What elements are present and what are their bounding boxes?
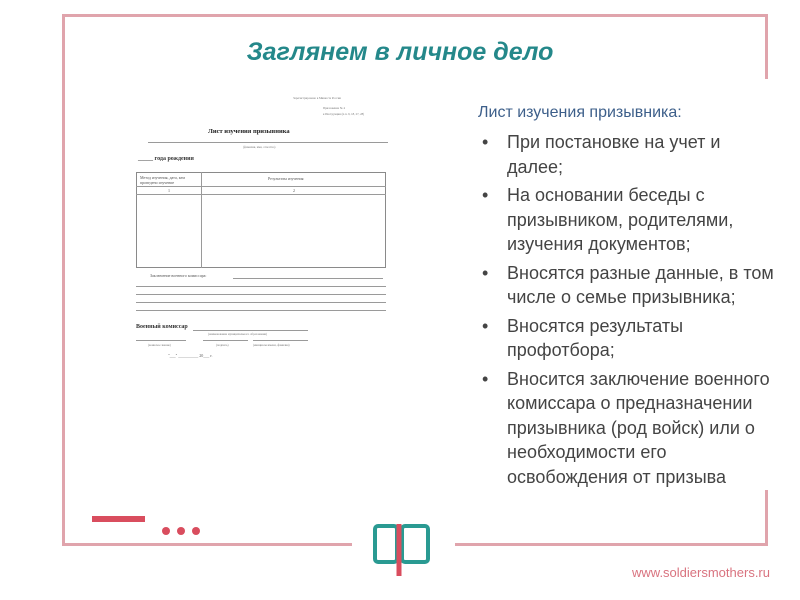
list-item — [480, 130, 780, 179]
bullet-dot: • — [482, 315, 489, 336]
list-item — [480, 367, 780, 490]
frame-left — [62, 14, 65, 546]
decor-red-bar — [92, 516, 145, 522]
doc-commissar-hint: (наименование муниципального образования) — [208, 332, 267, 336]
doc-line-5 — [136, 310, 386, 311]
list-item-text: Вносятся результаты профотбора; — [507, 315, 684, 360]
doc-header-line: Зарегистрировано в Минюсте России — [293, 96, 341, 100]
doc-appendix: Приложение № 4 — [323, 106, 345, 110]
decor-dot — [192, 527, 200, 535]
list-item — [480, 261, 780, 310]
list-item-text: Вносятся разные данные, в том числе о семье призывника; — [507, 262, 774, 307]
bullet-dot: • — [482, 132, 489, 152]
bullet-dot: • — [482, 262, 489, 283]
doc-date-line: "___" __________ 20___ г. — [168, 353, 213, 358]
decor-dots — [162, 522, 207, 540]
list-heading: Лист изучения призывника: — [478, 104, 682, 121]
list-item-text: На основании беседы с призывником, родителями, изучения документов; — [507, 185, 734, 254]
doc-title: Лист изучения призывника — [208, 128, 290, 135]
frame-bottom-left — [62, 543, 352, 546]
doc-line-2 — [136, 286, 386, 287]
list-item-text: Вносится заключение военного комиссара о предназначении призывника (род войск) или о необходимости его освобождения от призыва — [507, 368, 770, 487]
doc-table-header-line — [136, 186, 386, 187]
doc-sign-line — [203, 340, 248, 341]
list-item — [480, 183, 780, 257]
doc-appendix-ref: к Инструкции (п.п. 9, 18, 27, 28) — [323, 112, 365, 116]
doc-commissar-line — [193, 330, 308, 331]
bullet-dot: • — [482, 185, 489, 205]
doc-initials-line — [253, 340, 308, 341]
doc-col1-num: 1 — [168, 188, 170, 193]
doc-col1: Метод изучения, дата, кем проведено изучение — [140, 175, 185, 185]
book-icon — [372, 520, 434, 578]
doc-name-hint-2: (инициалы имени, фамилия) — [253, 343, 290, 347]
doc-rank-hint: (воинское звание) — [148, 343, 171, 347]
bullet-list — [480, 130, 780, 493]
doc-conclusion: Заключение военного комиссара: — [150, 273, 207, 278]
doc-line-4 — [136, 302, 386, 303]
frame-top — [62, 14, 768, 17]
doc-line-1 — [233, 278, 383, 279]
doc-col2-num: 2 — [293, 188, 295, 193]
doc-line-3 — [136, 294, 386, 295]
bullet-dot: • — [482, 368, 489, 389]
doc-birth-year: _____ года рождения — [138, 156, 194, 162]
decor-dot — [177, 527, 185, 535]
doc-sign-hint: (подпись) — [216, 343, 229, 347]
doc-name-line — [148, 142, 388, 143]
document-image — [128, 90, 398, 380]
doc-name-hint: (фамилия, имя, отчество) — [243, 145, 276, 149]
decor-dot — [162, 527, 170, 535]
frame-right-bottom — [765, 490, 768, 546]
slide-title: Заглянем в личное дело — [246, 38, 554, 66]
doc-rank-line — [136, 340, 186, 341]
doc-commissar: Военный комиссар — [136, 324, 188, 330]
doc-col2: Результаты изучения — [268, 176, 304, 181]
website-link[interactable]: www.soldiersmothers.ru — [632, 565, 770, 580]
doc-table-num-line — [136, 194, 386, 195]
frame-bottom-right — [455, 543, 768, 546]
list-item — [480, 314, 780, 363]
list-item-text: При постановке на учет и далее; — [507, 132, 721, 177]
